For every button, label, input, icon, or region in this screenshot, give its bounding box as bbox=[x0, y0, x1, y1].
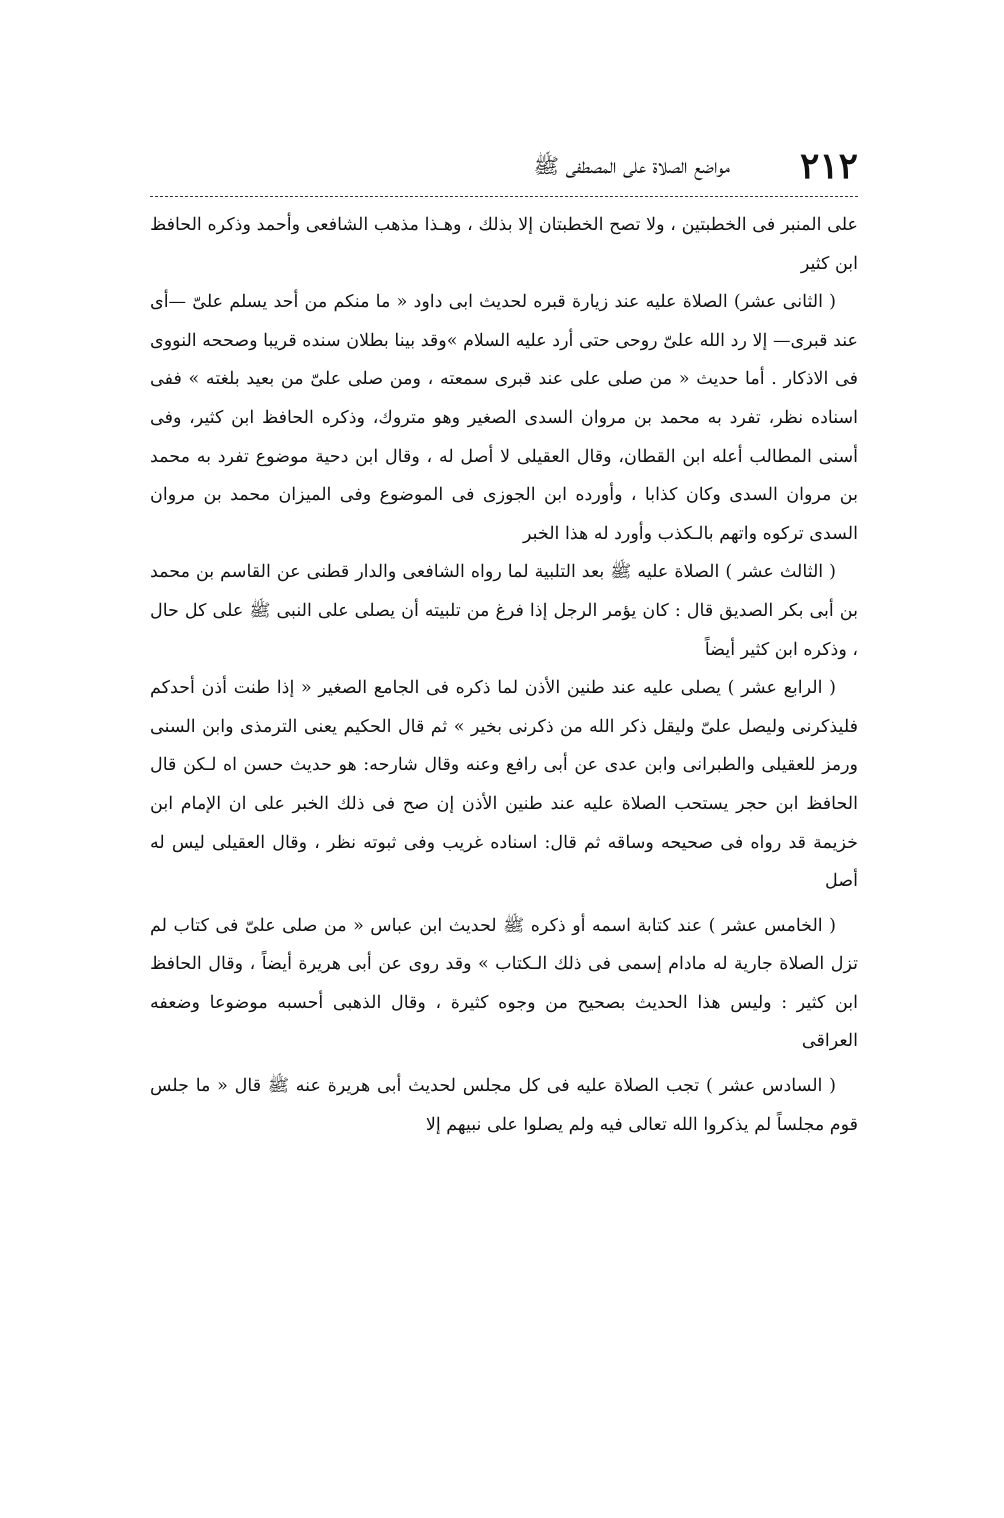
paragraph-continuation: على المنبر فى الخطبتين ، ولا تصح الخطبتان إلا بذلك ، وهـذا مذهب الشافعى وأحمد وذكره الحافظ ابن كثير bbox=[150, 215, 858, 274]
body-text bbox=[150, 206, 858, 1144]
paragraph-fifteenth: ( الخامس عشر ) عند كتابة اسمه أو ذكره ﷺ لحديث ابن عباس « من صلى علىّ فى كتاب لم تزل الصلاة جارية له مادام إسمى فى ذلك الـكتاب » وقد روى عن أبى هريرة أيضاً ، وقال الحافظ ابن كثير : وليس هذا الحديث بصحيح من وجوه كثيرة ، وقال الذهبى أحسبه موضوعا وضعفه العراقى bbox=[150, 915, 858, 1052]
paragraph-sixteenth: ( السادس عشر ) تجب الصلاة عليه فى كل مجلس لحديث أبى هريرة عنه ﷺ قال « ما جلس قوم مجلساً لم يذكروا الله تعالى فيه ولم يصلوا على نبيهم إلا bbox=[150, 1076, 858, 1135]
page-header bbox=[150, 138, 858, 194]
paragraph-twelfth: ( الثانى عشر) الصلاة عليه عند زيارة قبره لحديث ابى داود « ما منكم من أحد يسلم علىّ —أى عند قبرى— إلا رد الله علىّ روحى حتى أرد عليه السلام »وقد بينا بطلان سنده قريبا وصححه النووى فى الاذكار . أما حديث « من صلى على عند قبرى سمعته ، ومن صلى علىّ من بعيد بلغته » ففى اسناده نظر، تفرد به محمد بن مروان السدى الصغير وهو متروك، وذكره الحافظ ابن كثير، وفى أسنى المطالب أعله ابن القطان، وقال العقيلى لا أصل له ، وقال ابن دحية موضوع تفرد به محمد بن مروان السدى وكان كذابا ، وأورده ابن الجوزى فى الموضوع وفى الميزان محمد بن مروان السدى تركوه واتهم بالـكذب وأورد له هذا الخبر bbox=[150, 292, 858, 544]
header-divider bbox=[150, 196, 858, 197]
paragraph-thirteenth: ( الثالث عشر ) الصلاة عليه ﷺ بعد التلبية لما رواه الشافعى والدار قطنى عن القاسم بن محمد بن أبى بكر الصديق قال : كان يؤمر الرجل إذا فرغ من تلبيته أن يصلى على النبى ﷺ على كل حال ، وذكره ابن كثير أيضاً bbox=[150, 562, 858, 660]
page-number: ٢١٢ bbox=[799, 145, 858, 187]
running-title: مواضع الصلاة على المصطفى ﷺ bbox=[533, 154, 730, 178]
paragraph-fourteenth: ( الرابع عشر ) يصلى عليه عند طنين الأذن لما ذكره فى الجامع الصغير « إذا طنت أذن أحدكم فليذكرنى وليصل علىّ وليقل ذكر الله من ذكرنى بخير » ثم قال الحكيم يعنى الترمذى وابن السنى ورمز للعقيلى والطبرانى وابن عدى عن أبى رافع وعنه وقال شارحه: هو حديث حسن اه لـكن قال الحافظ ابن حجر يستحب الصلاة عليه عند طنين الأذن إن صح فى ذلك الخبر على ان الإمام ابن خزيمة قد رواه فى صحيحه وساقه ثم قال: اسناده غريب وفى ثبوته نظر ، وقال العقيلى ليس له أصل bbox=[150, 678, 858, 892]
